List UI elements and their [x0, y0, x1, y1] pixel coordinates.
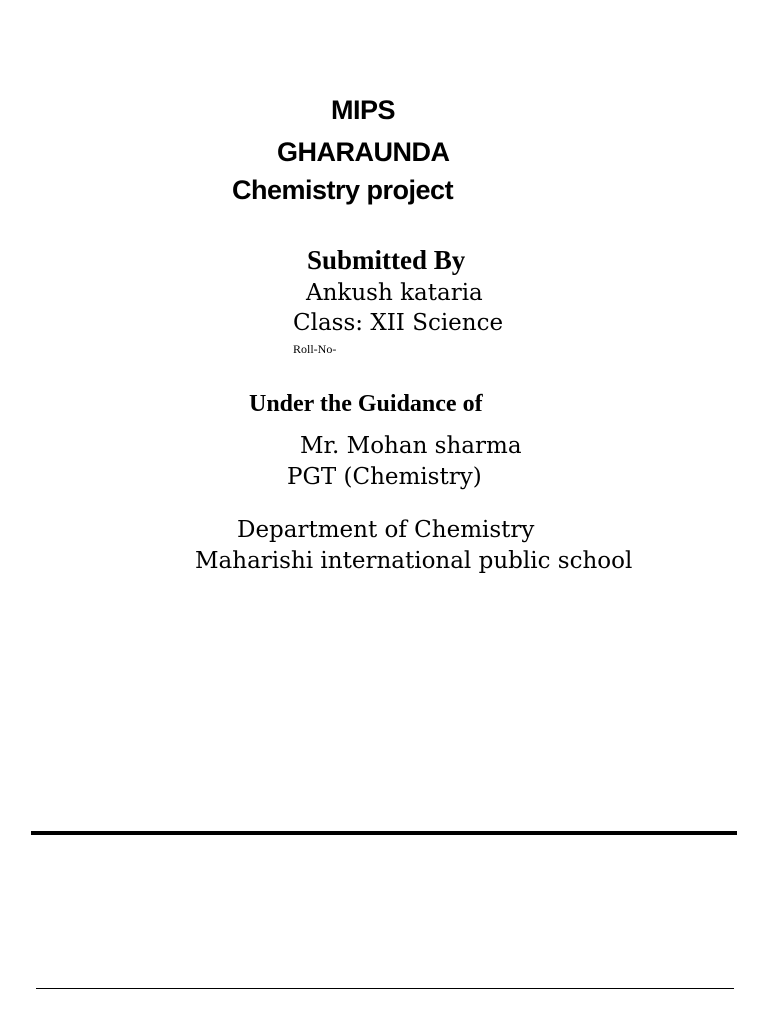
- student-class: Class: XII Science: [293, 310, 504, 336]
- thick-divider: [31, 831, 737, 835]
- school-town: GHARAUNDA: [277, 137, 450, 167]
- guidance-heading: Under the Guidance of: [249, 391, 483, 417]
- teacher-title: PGT (Chemistry): [287, 464, 482, 490]
- thin-divider: [36, 988, 734, 989]
- department-name: Department of Chemistry: [237, 517, 535, 543]
- teacher-name: Mr. Mohan sharma: [300, 433, 522, 459]
- project-title: Chemistry project: [232, 175, 454, 205]
- school-full-name: Maharishi international public school: [195, 548, 633, 574]
- student-name: Ankush kataria: [306, 280, 483, 306]
- school-short-name: MIPS: [331, 95, 396, 125]
- roll-number: Roll-No-: [293, 342, 337, 356]
- submitted-by-heading: Submitted By: [307, 245, 466, 275]
